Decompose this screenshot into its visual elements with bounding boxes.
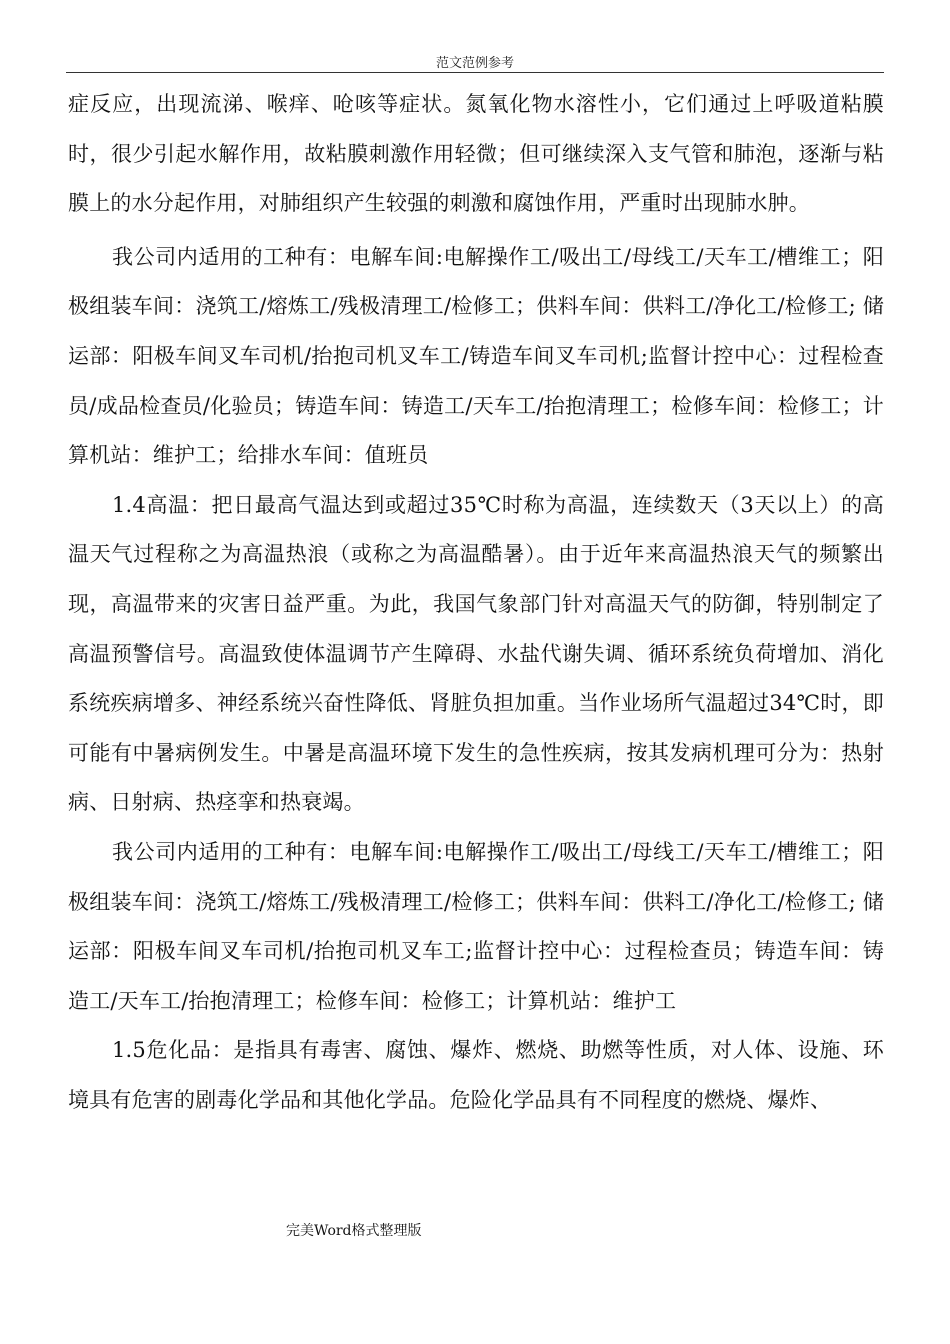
paragraph-high-temperature: 1.4高温：把日最高气温达到或超过35℃时称为高温，连续数天（3天以上）的高温天气过程称之为高温热浪（或称之为高温酷暑）。由于近年来高温热浪天气的频繁出现，高温带来的灾害日益严重。为此，我国气象部门针对高温天气的防御，特别制定了高温预警信号。高温致使体温调节产生障碍、水盐代谢失调、循环系统负荷增加、消化系统疾病增多、神经系统兴奋性降低、肾脏负担加重。当作业场所气温超过34℃时，即可能有中暑病例发生。中暑是高温环境下发生的急性疾病，按其发病机理可分为：热射病、日射病、热痉挛和热衰竭。: [68, 492, 884, 815]
page-footer: 完美Word格式整理版: [286, 1223, 422, 1239]
header-rule: [66, 72, 884, 73]
paragraph-applicable-jobs-1: 我公司内适用的工种有：电解车间:电解操作工/吸出工/母线工/天车工/槽维工；阳极组装车间：浇筑工/熔炼工/残极清理工/检修工；供料车间：供料工/净化工/检修工; 储运部：阳极车间叉车司机/抬抱司机叉车工/铸造车间叉车司机;监督计控中心：过程检查员/成品检查员/化验员；铸造车间：铸造工/天车工/抬抱清理工；检修车间：检修工；计算机站：维护工；给排水车间：值班员: [68, 244, 884, 468]
paragraph-hazardous-chemicals: 1.5危化品：是指具有毒害、腐蚀、爆炸、燃烧、助燃等性质，对人体、设施、环境具有危害的剧毒化学品和其他化学品。危险化学品具有不同程度的燃烧、爆炸、: [68, 1038, 884, 1112]
document-body: [68, 80, 884, 1125]
paragraph-nitrogen-oxides: 症反应，出现流涕、喉痒、呛咳等症状。氮氧化物水溶性小，它们通过上呼吸道粘膜时，很少引起水解作用，故粘膜刺激作用轻微；但可继续深入支气管和肺泡，逐渐与粘膜上的水分起作用，对肺组织产生较强的刺激和腐蚀作用，严重时出现肺水肿。: [68, 92, 884, 216]
page-header: 范文范例参考: [435, 56, 514, 71]
paragraph-applicable-jobs-2: 我公司内适用的工种有：电解车间:电解操作工/吸出工/母线工/天车工/槽维工；阳极组装车间：浇筑工/熔炼工/残极清理工/检修工；供料车间：供料工/净化工/检修工; 储运部：阳极车间叉车司机/抬抱司机叉车工;监督计控中心：过程检查员；铸造车间：铸造工/天车工/抬抱清理工；检修车间：检修工；计算机站：维护工: [68, 839, 884, 1013]
